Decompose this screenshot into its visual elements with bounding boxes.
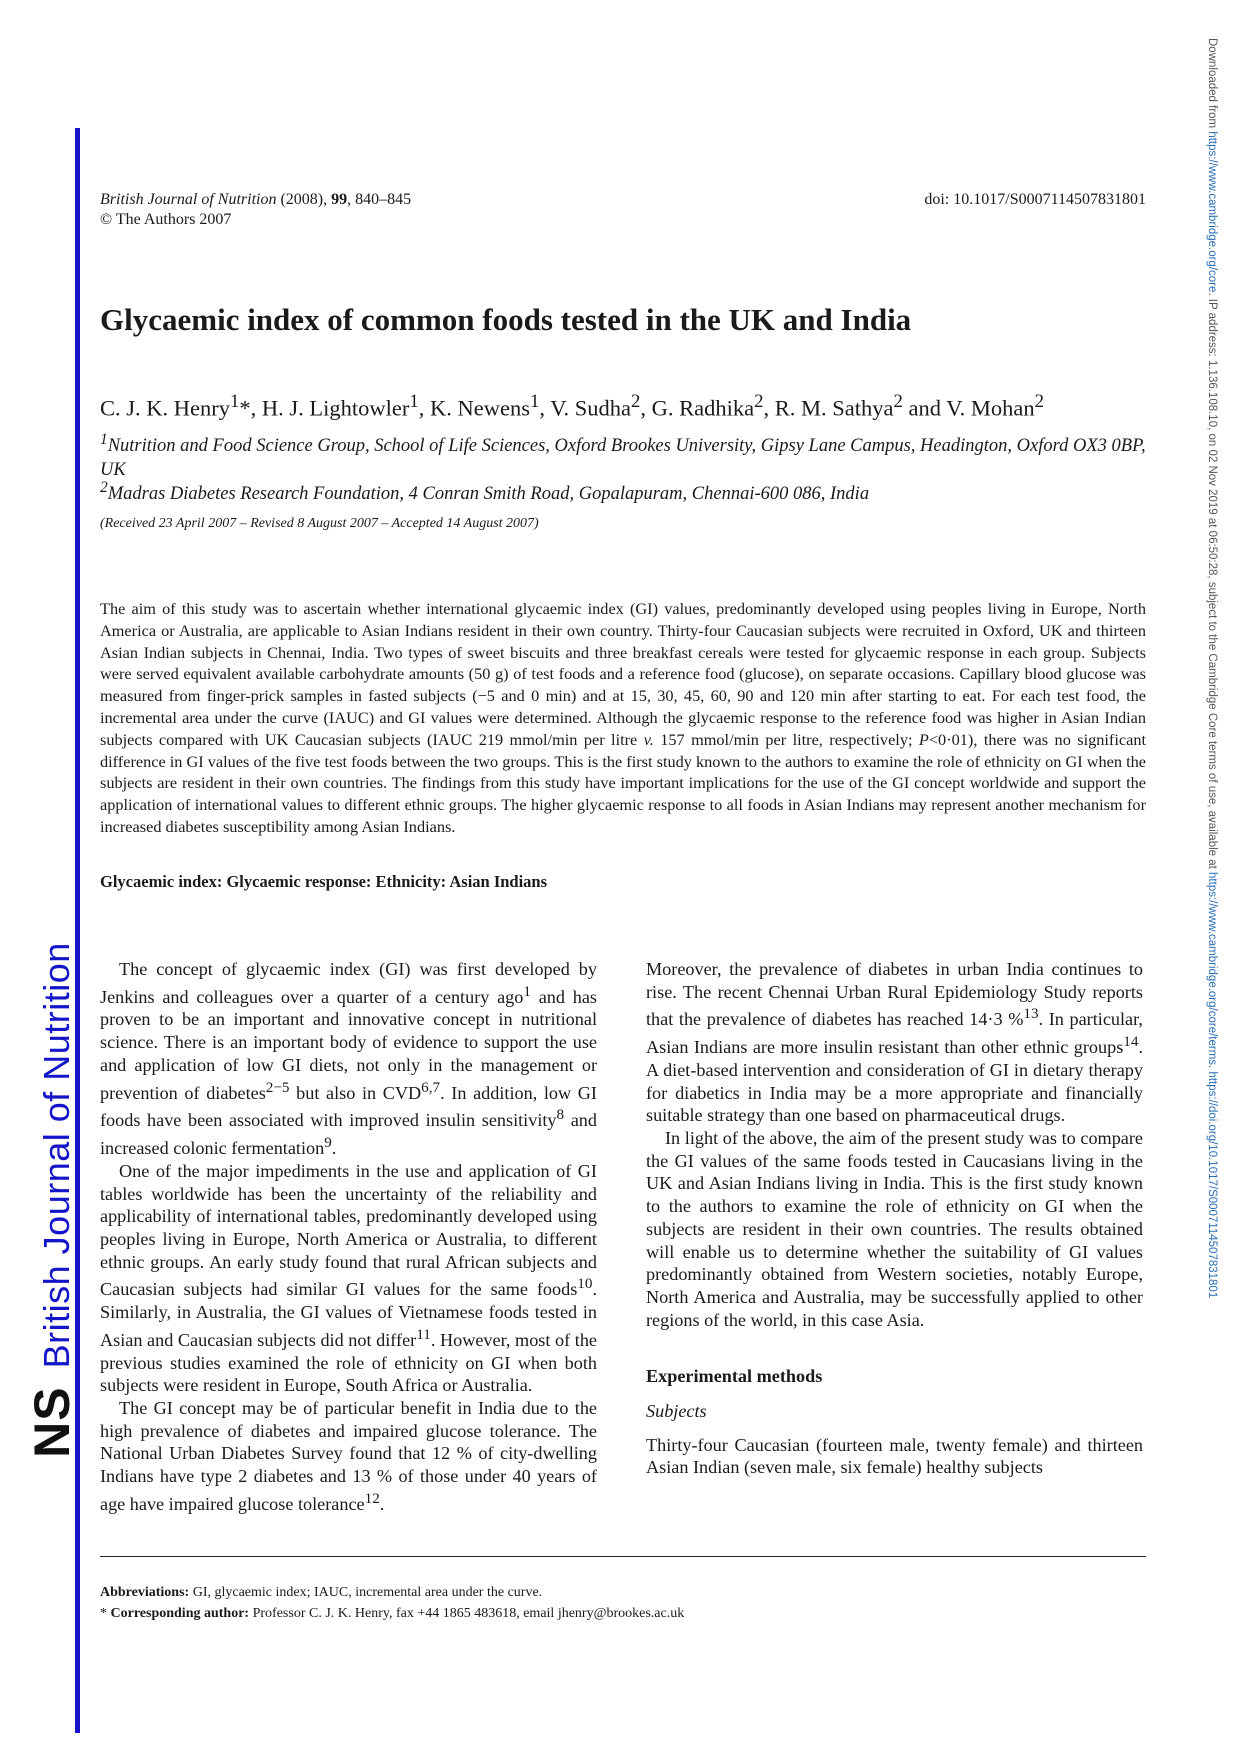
- author-affiliation-mark: 2: [1034, 391, 1044, 412]
- body-column-right: [646, 958, 1143, 1479]
- paragraph: One of the major impediments in the use and application of GI tables worldwide has been the uncertainty of the reliability and applicability of international tables, predominantly developed using peoples living in Europe, North America or Australia, to different ethnic groups. An early study found that rural African subjects and Caucasian subjects had similar GI values for the same foods$^{10}$. Similarly, in Australia, the GI values of Vietnamese foods tested in Asian and Caucasian subjects did not differ$^{11}$. However, most of the previous studies examined the role of ethnicity on GI when both subjects were resident in Europe, South Africa or Australia.: [100, 1160, 598, 1396]
- paragraph: Thirty-four Caucasian (fourteen male, twenty female) and thirteen Asian Indian (seven male, six female) healthy subjects: [646, 1434, 1143, 1478]
- subsection-heading: Subjects: [646, 1401, 707, 1422]
- body-column-left: [100, 958, 597, 1516]
- received-dates: (Received 23 April 2007 – Revised 8 August 2007 – Accepted 14 August 2007): [100, 516, 539, 531]
- cambridge-terms-link[interactable]: https://www.cambridge.org/core/terms: [1206, 872, 1218, 1066]
- corresponding-author-mark: *: [239, 395, 251, 421]
- author-name: V. Sudha: [550, 395, 632, 421]
- download-notice: Downloaded from https://www.cambridge.org/core. IP address: 1.136.108.10, on 02 Nov 2019 at 06:50:28, subject to the Cambridge Core terms of use, available at https://www.cambridge.org/core/terms. https://doi.org/10.1017/S0007114507831801: [1206, 38, 1218, 1299]
- abstract: The aim of this study was to ascertain whether international glycaemic index (GI) values, predominantly developed using peoples living in Europe, North America or Australia, are applicable to Asian Indians resident in their own country. Thirty-four Caucasian subjects were recruited in Oxford, UK and thirteen Asian Indian subjects in Chennai, India. Two types of sweet biscuits and three breakfast cereals were tested for glycaemic response in each group. Subjects were served equivalent available carbohydrate amounts (50 g) of test foods and a reference food (glucose), on separate occasions. Capillary blood glucose was measured from finger-prick samples in fasted subjects (−5 and 0 min) and at 15, 30, 45, 60, 90 and 120 min after starting to eat. For each test food, the incremental area under the curve (IAUC) and GI values were determined. Although the glycaemic response to the reference food was higher in Asian Indian subjects compared with UK Caucasian subjects (IAUC 219 mmol/min per litre v. 157 mmol/min per litre, respectively; P<0·01), there was no significant difference in GI values of the five test foods between the two groups. This is the first study known to the authors to examine the role of ethnicity on GI when the subjects are resident in their own countries. The findings from this study have important implications for the use of the GI concept worldwide and support the application of international values to different ethnic groups. The higher glycaemic response to all foods in Asian Indians may represent another mechanism for increased diabetes susceptibility among Asian Indians.: [100, 599, 1146, 836]
- copyright-line: © The Authors 2007: [100, 211, 232, 228]
- article-title: Glycaemic index of common foods tested in the UK and India: [100, 302, 912, 337]
- author-affiliation-mark: 2: [631, 391, 641, 412]
- author-affiliation-mark: 2: [754, 391, 764, 412]
- author-name: H. J. Lightowler: [261, 395, 410, 421]
- author-affiliation-mark: 1: [529, 391, 540, 412]
- author-name: C. J. K. Henry: [100, 395, 230, 421]
- journal-sidebar-name: British Journal of Nutrition: [36, 942, 77, 1369]
- cambridge-core-link[interactable]: https://www.cambridge.org/core: [1206, 131, 1218, 293]
- author-name: K. Newens: [429, 395, 530, 421]
- paragraph: The GI concept may be of particular benefit in India due to the high prevalence of diabetes and impaired glucose tolerance. The National Urban Diabetes Survey found that 12 % of city-dwelling Indians have type 2 diabetes and 13 % of those under 40 years of age have impaired glucose tolerance$^{12}$.: [100, 1398, 597, 1514]
- affiliation-1: $^1$Nutrition and Food Science Group, School of Life Sciences, Oxford Brookes University, Gipsy Lane Campus, Headington, Oxford OX3 0BP, UK: [100, 431, 1146, 481]
- author-list: C. J. K. Henry$^1$*, H. J. Lightowler$^1$, K. Newens$^1$, V. Sudha$^2$, G. Radhika$^2$, R. M. Sathya$^2$ and V. Mohan$^2$: [100, 391, 1044, 421]
- abbreviations-footnote: Abbreviations: GI, glycaemic index; IAUC, incremental area under the curve.: [100, 1585, 543, 1600]
- journal-sidebar-branding: [23, 942, 81, 1458]
- author-affiliation-mark: 1: [409, 391, 419, 412]
- author-affiliation-mark: 1: [230, 391, 240, 412]
- footnotes: [100, 1582, 684, 1624]
- author-name: R. M. Sathya: [774, 395, 894, 421]
- section-heading: Experimental methods: [646, 1366, 823, 1387]
- corresponding-author-footnote: * Corresponding author: Professor C. J. K. Henry, fax +44 1865 483618, email jhenry@brookes.ac.uk: [100, 1606, 685, 1621]
- ns-logo: NS: [24, 1386, 80, 1458]
- author-name: V. Mohan: [946, 395, 1035, 421]
- citation-line: British Journal of Nutrition (2008), 99, 840–845: [100, 191, 412, 208]
- citation-header: [100, 190, 411, 230]
- affiliation-2: $^2$Madras Diabetes Research Foundation, 4 Conran Smith Road, Gopalapuram, Chennai-600 086, India: [100, 479, 870, 505]
- keywords: Glycaemic index: Glycaemic response: Ethnicity: Asian Indians: [100, 872, 548, 891]
- sidebar-rule: [75, 128, 80, 1733]
- paragraph: Moreover, the prevalence of diabetes in urban India continues to rise. The recent Chennai Urban Rural Epidemiology Study reports that the prevalence of diabetes has reached 14·3 %$^{13}$. In particular, Asian Indians are more insulin resistant than other ethnic groups$^{14}$. A diet-based intervention and consideration of GI in dietary therapy for diabetics in India may be a more appropriate and financially suitable strategy than one based on pharmaceutical drugs.: [646, 959, 1143, 1126]
- footnote-rule: [100, 1556, 1146, 1557]
- doi-link[interactable]: https://doi.org/10.1017/S0007114507831801: [1206, 1071, 1218, 1299]
- paragraph: In light of the above, the aim of the present study was to compare the GI values of the same foods tested in Caucasians living in the UK and Asian Indians living in India. This is the first study known to the authors to examine the role of ethnicity on GI when the subjects are resident in their own countries. The results obtained will enable us to determine whether the suitability of GI values predominantly obtained from Western societies, notably Europe, North America and Australia, may be successfully applied to other regions of the world, in this case Asia.: [646, 1128, 1143, 1330]
- doi-header: doi: 10.1017/S0007114507831801: [924, 191, 1146, 208]
- paragraph: The concept of glycaemic index (GI) was first developed by Jenkins and colleagues over a quarter of a century ago$^1$ and has proven to be an important and innovative concept in nutritional science. There is an important body of evidence to support the use and application of low GI diets, not only in the management or prevention of diabetes$^{2-5}$ but also in CVD$^{6,7}$. In addition, low GI foods have been associated with improved insulin sensitivity$^8$ and increased colonic fermentation$^9$.: [100, 959, 597, 1159]
- author-affiliation-mark: 2: [893, 391, 903, 412]
- author-name: G. Radhika: [651, 395, 755, 421]
